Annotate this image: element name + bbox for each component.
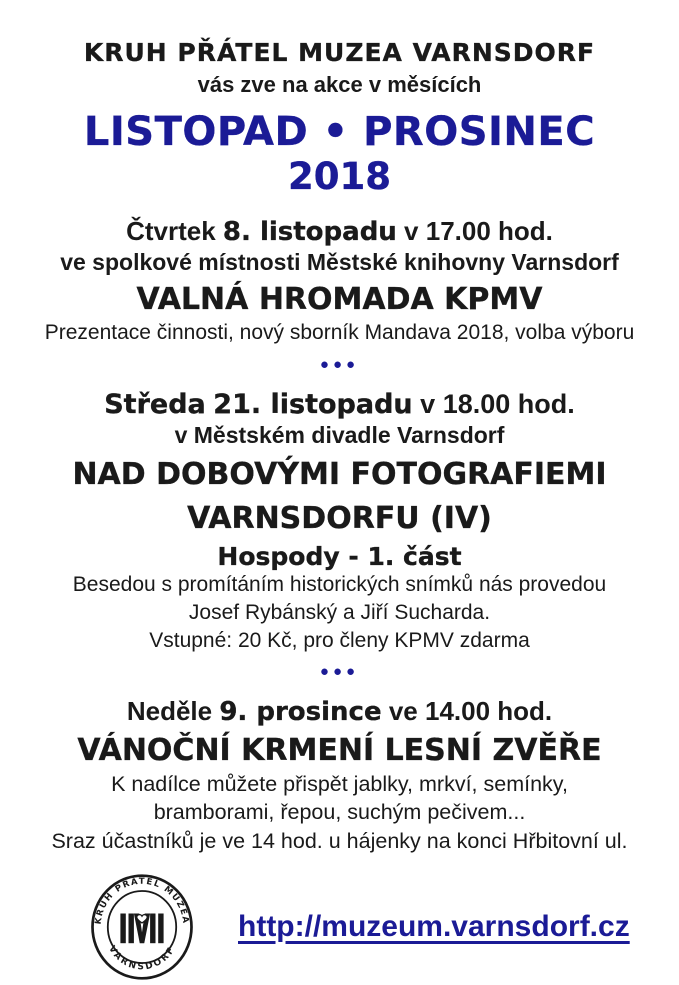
event-3-date-line	[0, 695, 679, 729]
event-1-title: VALNÁ HROMADA KPMV	[136, 281, 543, 317]
event-1-date-line	[0, 215, 679, 249]
event-3-description-line-1: K nadílce můžete přispět jablky, mrkví, semínky,	[111, 771, 568, 796]
event-2	[0, 388, 679, 655]
museum-website-link[interactable]: http://muzeum.varnsdorf.cz	[238, 910, 630, 944]
event-2-date: 21. listopadu	[213, 388, 413, 420]
poster-title: LISTOPAD • PROSINEC	[83, 109, 596, 155]
event-2-time: v 18.00 hod.	[420, 388, 575, 419]
event-1	[0, 215, 679, 347]
event-1-day: Čtvrtek	[126, 215, 216, 246]
event-3	[0, 695, 679, 855]
event-1-time: v 17.00 hod.	[404, 215, 553, 246]
event-2-subtitle: Hospody - 1. část	[217, 542, 462, 572]
footer	[0, 869, 679, 985]
event-2-day: Středa	[104, 388, 206, 420]
event-2-description-line-1: Besedou s promítáním historických snímků nás provedou	[72, 573, 607, 597]
event-1-venue: ve spolkové místnosti Městské knihovny Varnsdorf	[60, 249, 619, 276]
event-3-description-line-2: bramborami, řepou, suchým pečivem...	[153, 800, 526, 825]
logo-top-text: KRUH PŘÁTEL MUZEA	[93, 876, 191, 926]
poster-year: 2018	[288, 155, 391, 198]
event-3-time: ve 14.00 hod.	[388, 696, 553, 727]
event-3-date: 9. prosince	[219, 697, 382, 728]
kpmv-stamp-logo	[88, 869, 196, 985]
separator-dots: ●●●	[319, 663, 360, 681]
event-2-title-line-1: NAD DOBOVÝMI FOTOGRAFIEMI	[72, 457, 607, 493]
tagline: vás zve na akce v měsících	[197, 72, 482, 97]
logo-bottom-text: VARNSDORF	[106, 944, 178, 973]
event-1-description: Prezentace činnosti, nový sborník Mandava 2018, volba výboru	[44, 320, 635, 344]
event-2-title-line-2: VARNSDORFU (IV)	[187, 500, 492, 536]
event-1-date: 8. listopadu	[222, 216, 397, 247]
event-3-description-line-3: Sraz účastníků je ve 14 hod. u hájenky na konci Hřbitovní ul.	[51, 828, 628, 853]
event-2-venue: v Městském divadle Varnsdorf	[174, 422, 505, 449]
event-2-description-line-3: Vstupné: 20 Kč, pro členy KPMV zdarma	[149, 628, 530, 652]
event-2-title	[0, 453, 679, 540]
organization-name: KRUH PŘÁTEL MUZEA VARNSDORF	[83, 38, 596, 67]
event-3-title: VÁNOČNÍ KRMENÍ LESNÍ ZVĚŘE	[77, 732, 602, 768]
event-2-description-line-2: Josef Rybánský a Jiří Sucharda.	[188, 601, 491, 625]
separator-dots: ●●●	[319, 355, 360, 373]
event-2-date-line	[0, 388, 679, 422]
event-3-day: Neděle	[126, 696, 213, 727]
